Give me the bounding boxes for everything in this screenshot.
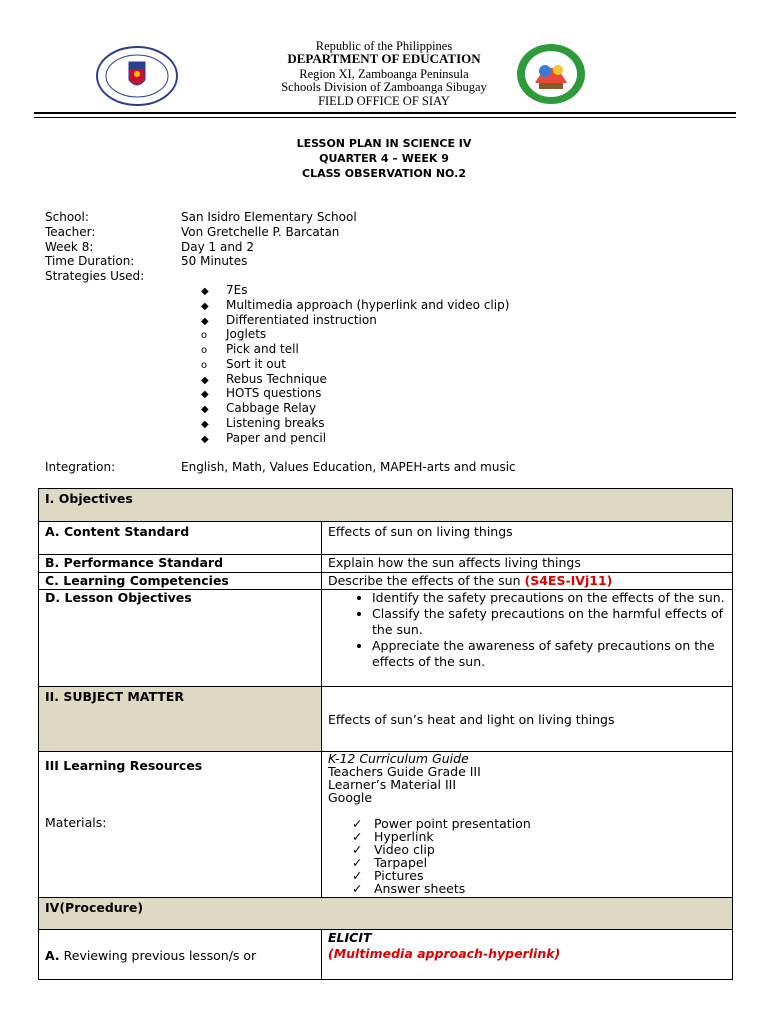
- material-item: ✓ Pictures: [352, 868, 424, 883]
- material-item: ✓ Tarpapel: [352, 855, 428, 870]
- bullet-icon: ◆: [201, 375, 209, 386]
- material-item: ✓ Hyperlink: [352, 829, 434, 844]
- reviewing-row: [39, 930, 733, 980]
- subject-matter-label: II. SUBJECT MATTER: [39, 687, 322, 752]
- observation-title: CLASS OBSERVATION NO.2: [302, 167, 466, 180]
- material-item: ✓ Answer sheets: [352, 881, 466, 896]
- header-department: DEPARTMENT OF EDUCATION: [287, 51, 481, 66]
- header-region: Region XI, Zamboanga Peninsula: [299, 67, 469, 81]
- resources-label-cell: [39, 752, 322, 898]
- competencies-cell: [322, 573, 733, 590]
- content-standard-row: [39, 522, 733, 555]
- circle-bullet-icon: o: [201, 345, 208, 356]
- header-republic: Republic of the Philippines: [315, 39, 453, 53]
- procedure-header: IV(Procedure): [39, 898, 733, 930]
- reviewing-cell: [39, 930, 322, 980]
- strategy-item: [201, 416, 325, 432]
- check-icon: ✓: [352, 868, 363, 883]
- strategy-item: [201, 283, 247, 299]
- lesson-plan-title: LESSON PLAN IN SCIENCE IV: [296, 137, 472, 150]
- objectives-header: I. Objectives: [39, 489, 733, 522]
- objective-item: • Classify the safety precautions on the harmful effects of the sun.: [372, 606, 726, 638]
- objective-item: • Appreciate the awareness of safety precautions on the effects of the sun.: [372, 638, 726, 670]
- resource-item: Learner’s Material III: [328, 777, 457, 792]
- school-value: San Isidro Elementary School: [181, 210, 357, 224]
- resources-label: III Learning Resources: [45, 758, 203, 773]
- time-label: Time Duration:: [45, 254, 135, 268]
- bullet-icon: ◆: [201, 286, 209, 297]
- strategy-text: Multimedia approach (hyperlink and video clip): [226, 298, 510, 312]
- bullet-icon: ◆: [201, 301, 209, 312]
- header-rule-thin: [34, 117, 736, 118]
- circle-bullet-icon: o: [201, 330, 208, 341]
- elicit-label: ELICIT: [328, 930, 372, 945]
- material-item: ✓ Power point presentation: [352, 816, 531, 831]
- competencies-label: C. Learning Competencies: [39, 573, 322, 590]
- strategy-text: Pick and tell: [226, 342, 299, 356]
- competencies-row: [39, 573, 733, 590]
- strategy-text: Differentiated instruction: [226, 313, 377, 327]
- check-icon: ✓: [352, 855, 363, 870]
- subject-matter-row: [39, 687, 733, 752]
- lesson-plan-table: [38, 488, 733, 980]
- header-field-office: FIELD OFFICE OF SIAY: [318, 94, 450, 108]
- header-rule: [34, 112, 736, 114]
- strategy-item: [201, 327, 266, 343]
- strategy-text: Sort it out: [226, 357, 286, 371]
- check-icon: ✓: [352, 816, 363, 831]
- check-icon: ✓: [352, 881, 363, 896]
- strategy-text: Rebus Technique: [226, 372, 327, 386]
- bullet-icon: ◆: [201, 434, 209, 445]
- strategies-label: Strategies Used:: [45, 269, 145, 283]
- teacher-label: Teacher:: [45, 225, 96, 239]
- elicit-cell: [322, 930, 733, 980]
- resource-item: K-12 Curriculum Guide: [328, 751, 469, 766]
- objective-item: • Identify the safety precautions on the effects of the sun.: [372, 590, 726, 606]
- strategy-text: Listening breaks: [226, 416, 325, 430]
- week-label: Week 8:: [45, 240, 94, 254]
- time-value: 50 Minutes: [181, 254, 248, 268]
- strategy-item: [201, 386, 321, 402]
- strategy-text: Joglets: [226, 327, 267, 341]
- performance-standard-value: Explain how the sun affects living things: [322, 555, 733, 573]
- lesson-objectives-row: [39, 590, 733, 687]
- strategy-item: [201, 401, 316, 417]
- strategy-item: [201, 431, 326, 447]
- strategy-text: Cabbage Relay: [226, 401, 317, 415]
- performance-standard-row: [39, 555, 733, 573]
- lesson-objectives-label: D. Lesson Objectives: [39, 590, 322, 687]
- content-standard-label: A. Content Standard: [39, 522, 322, 555]
- circle-bullet-icon: o: [201, 360, 208, 371]
- check-icon: ✓: [352, 842, 363, 857]
- strategy-item: [201, 342, 299, 358]
- objectives-row: [39, 489, 733, 522]
- resource-item: Google: [328, 790, 373, 805]
- week-value: Day 1 and 2: [181, 240, 254, 254]
- competency-code: (S4ES-IVj11): [524, 573, 613, 588]
- school-label: School:: [45, 210, 89, 224]
- strategy-text: 7Es: [226, 283, 248, 297]
- reviewing-letter: A.: [45, 948, 60, 963]
- integration-value: English, Math, Values Education, MAPEH-arts and music: [181, 460, 516, 474]
- reviewing-label: Reviewing previous lesson/s or: [63, 948, 257, 963]
- strategy-item: [201, 357, 286, 373]
- teacher-value: Von Gretchelle P. Barcatan: [181, 225, 340, 239]
- strategy-text: Paper and pencil: [226, 431, 327, 445]
- elicit-note: (Multimedia approach-hyperlink): [328, 946, 561, 961]
- strategy-item: [201, 298, 509, 314]
- bullet-icon: ◆: [201, 316, 209, 327]
- bullet-icon: ◆: [201, 419, 209, 430]
- strategy-text: HOTS questions: [226, 386, 322, 400]
- resources-row: [39, 752, 733, 898]
- header-division: Schools Division of Zamboanga Sibugay: [281, 80, 487, 94]
- competencies-value: Describe the effects of the sun: [328, 573, 521, 588]
- materials-list: [328, 817, 726, 895]
- integration-label: Integration:: [45, 460, 116, 474]
- resource-item: Teachers Guide Grade III: [328, 764, 481, 779]
- quarter-week-title: QUARTER 4 – WEEK 9: [319, 152, 449, 165]
- subject-matter-value: Effects of sun’s heat and light on living things: [322, 687, 733, 752]
- resources-cell: [322, 752, 733, 898]
- performance-standard-label: B. Performance Standard: [39, 555, 322, 573]
- materials-label: Materials:: [45, 815, 107, 830]
- material-item: ✓ Video clip: [352, 842, 435, 857]
- bullet-icon: ◆: [201, 389, 209, 400]
- bullet-icon: ◆: [201, 404, 209, 415]
- lesson-objectives-cell: [322, 590, 733, 687]
- procedure-row: [39, 898, 733, 930]
- content-standard-value: Effects of sun on living things: [322, 522, 733, 555]
- lesson-objectives-list: [328, 590, 726, 670]
- check-icon: ✓: [352, 829, 363, 844]
